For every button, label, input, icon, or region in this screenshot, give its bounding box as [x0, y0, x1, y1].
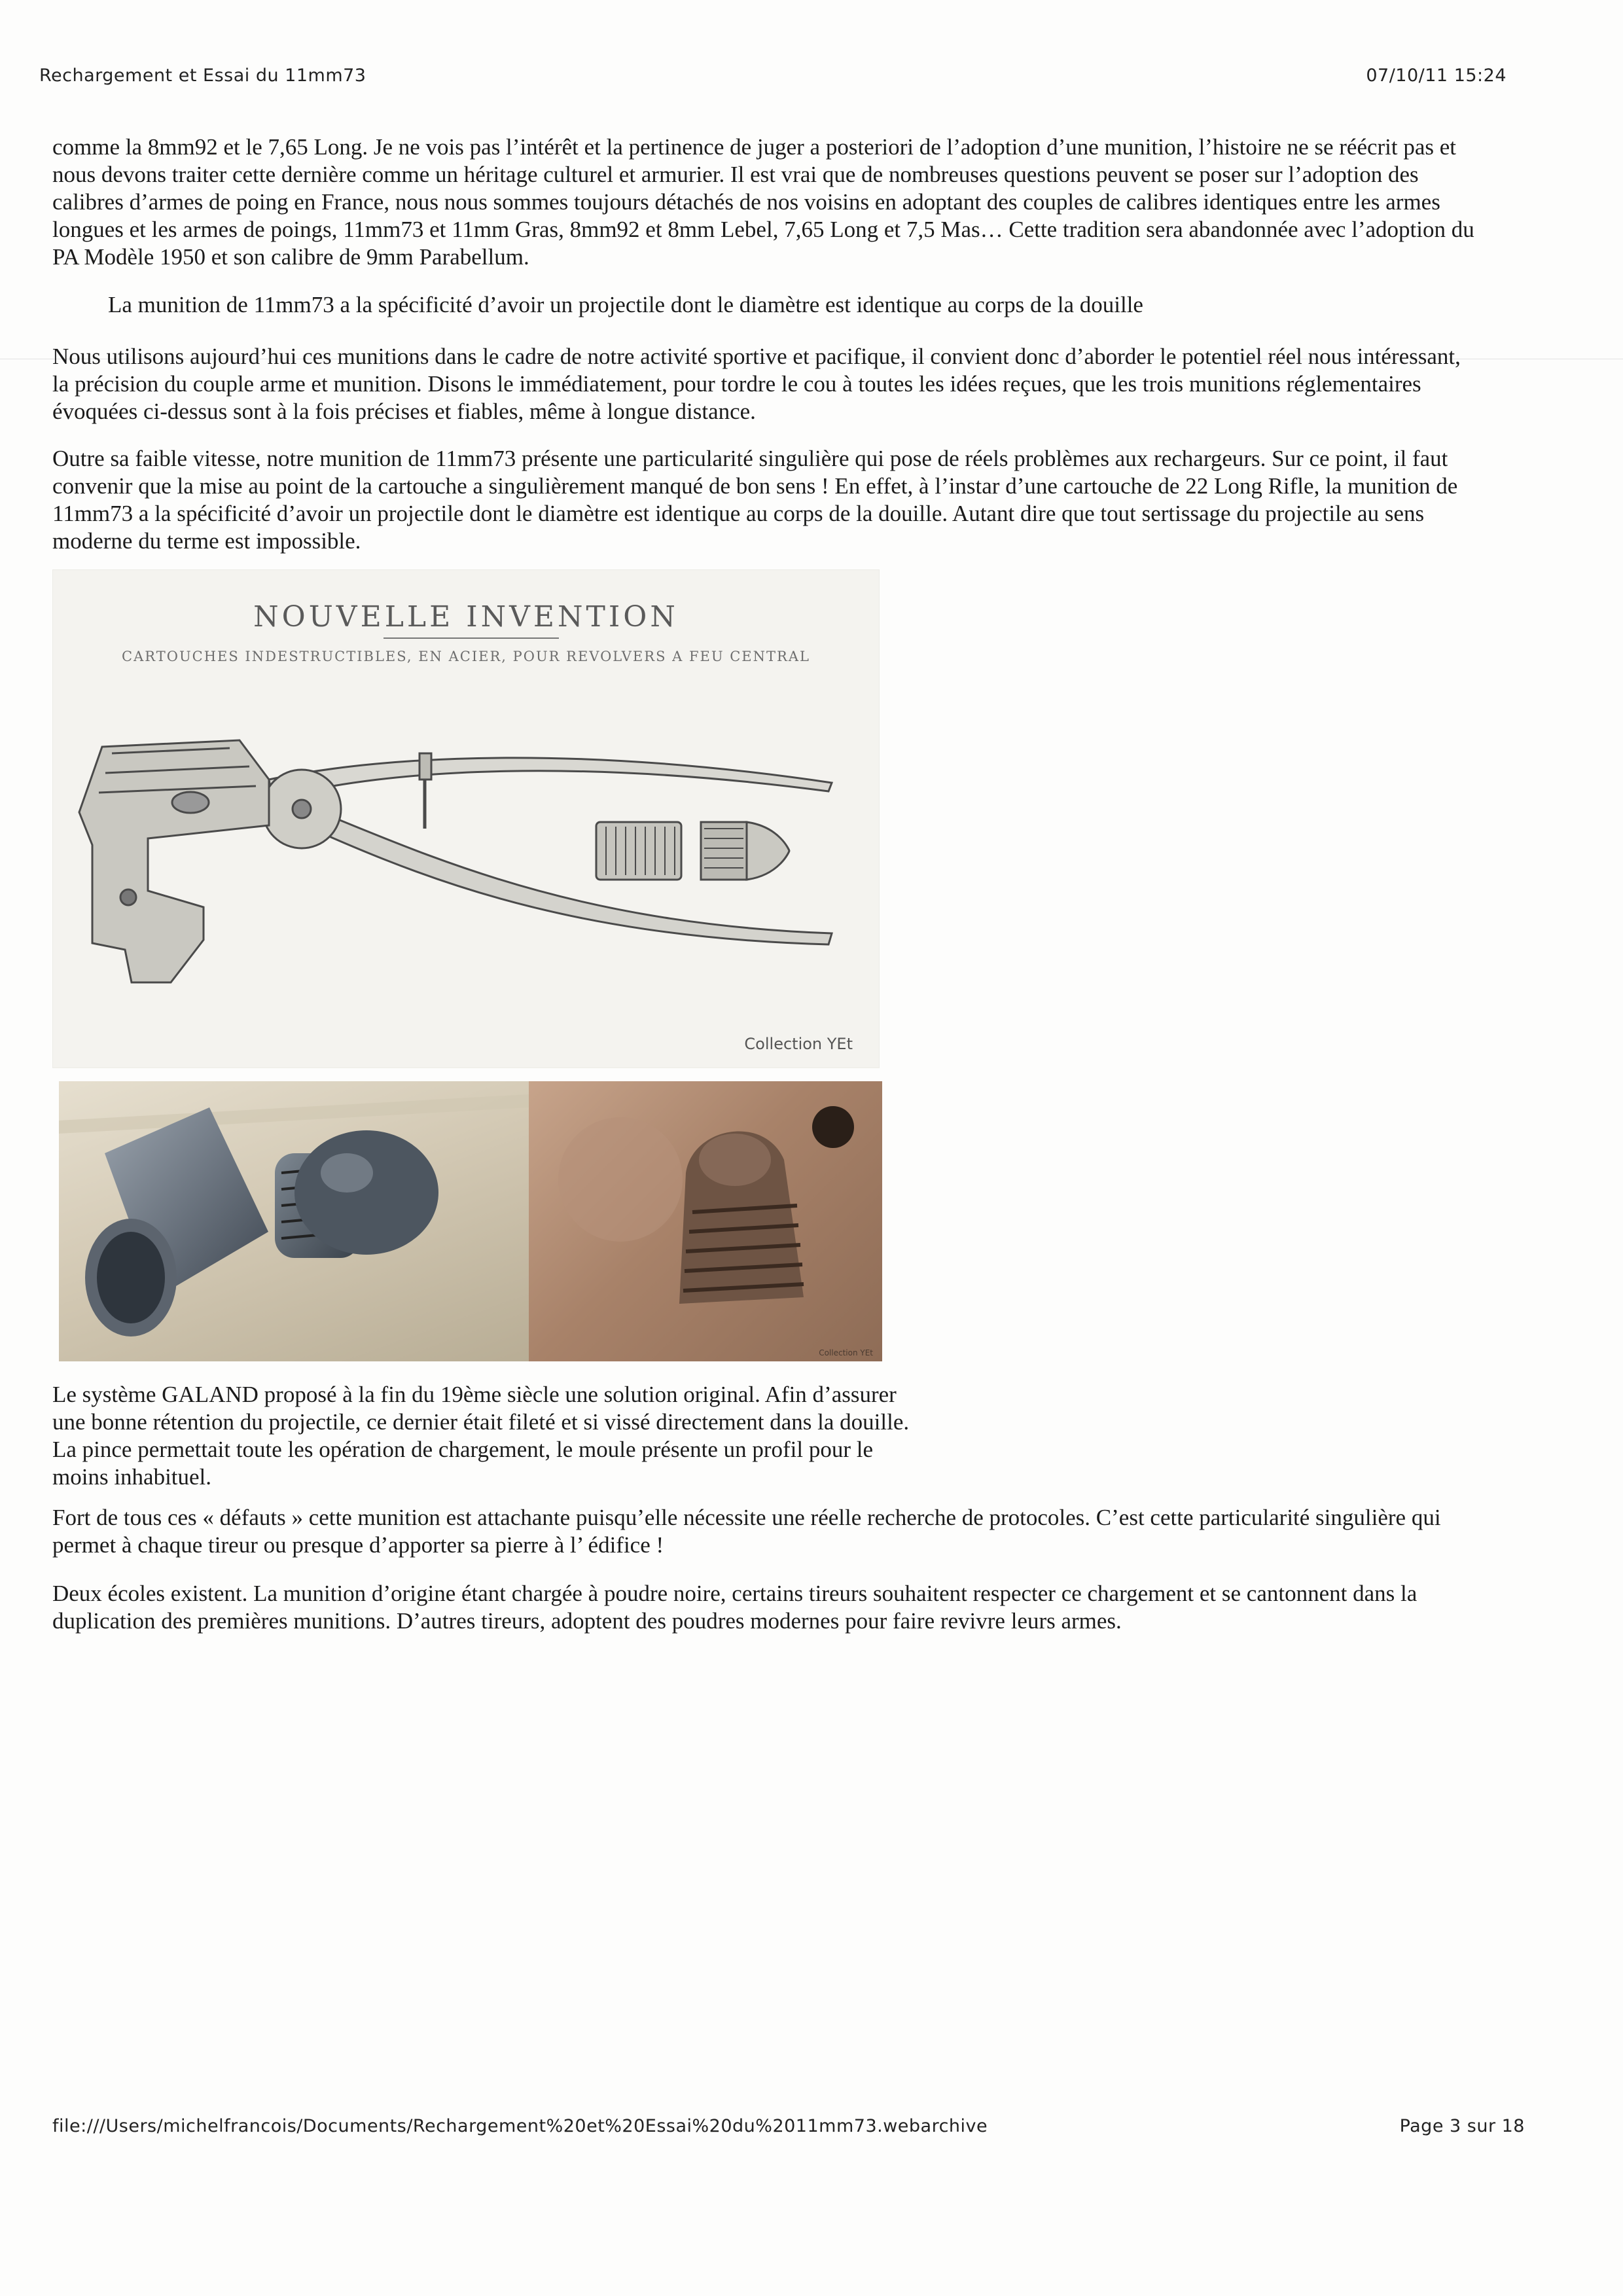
engraving-divider — [383, 637, 559, 639]
paragraph-sport-precision: Nous utilisons aujourd’hui ces munitions dans le cadre de notre activité sportive et pacifique, il convient donc d’aborder le potentiel réel nous intéressant, la précision du couple arme et munition. Disons le immédiatement, pour tordre le cou à toutes les idées reçues, que les trois munitions réglementaires évoquées ci-dessus sont à la fois précises et fiables, même à longue distance. — [52, 344, 1461, 424]
bullet-mould-photo — [529, 1081, 882, 1361]
engraving-subtitle: CARTOUCHES INDESTRUCTIBLES, EN ACIER, POUR REVOLVERS A FEU CENTRAL — [122, 649, 810, 664]
pliers-cartridge-engraving-icon — [53, 675, 879, 1041]
engraving-credit: Collection YEt — [744, 1035, 853, 1053]
paragraph-projectile-diameter: La munition de 11mm73 a la spécificité d’avoir un projectile dont le diamètre est identique au corps de la douille — [108, 292, 1143, 317]
bullet-mould-photo-icon — [529, 1081, 882, 1361]
engraving-figure — [52, 569, 880, 1068]
paragraph-reloading-problem: Outre sa faible vitesse, notre munition de 11mm73 présente une particularité singulière qui pose de réels problèmes aux rechargeurs. Sur ce point, il faut convenir que la mise au point de la cartouche a singulièrement manqué de bon sens ! En effet, à l’instar d’une cartouche de 22 Long Rifle, la munition de 11mm73 a la spécificité d’avoir un projectile dont le diamètre est identique au corps de la douille. Autant dire que tout sertissage du projectile au sens moderne du terme est impossible. — [52, 446, 1458, 554]
engraving-title: NOUVELLE INVENTION — [253, 600, 679, 634]
page-footer-number: Page 3 sur 18 — [1399, 2116, 1525, 2136]
paragraph-two-schools: Deux écoles existent. La munition d’origine étant chargée à poudre noire, certains tireurs souhaitent respecter ce chargement et se cantonnent dans la duplication des premières munitions. D’autres tireurs, adoptent des poudres modernes pour faire revivre leurs armes. — [52, 1581, 1418, 1634]
page-header-datetime: 07/10/11 15:24 — [1366, 65, 1507, 86]
page-header-title: Rechargement et Essai du 11mm73 — [39, 65, 366, 86]
paragraph-galand-system: Le système GALAND proposé à la fin du 19ème siècle une solution original. Afin d’assurer une bonne rétention du projectile, ce dernier était fileté et si vissé directement dans la douille. La pince permettait toute les opération de chargement, le moule présente un profil pour le moins inhabituel. — [52, 1382, 910, 1490]
paragraph-defects: Fort de tous ces « défauts » cette munition est attachante puisqu’elle nécessite une réelle recherche de protocoles. C’est cette particularité singulière qui permet à chaque tireur ou presque d’apporter sa pierre à l’ édifice ! — [52, 1505, 1441, 1558]
paragraph-calibre-history: comme la 8mm92 et le 7,65 Long. Je ne vois pas l’intérêt et la pertinence de juger a posteriori de l’adoption d’une munition, l’histoire ne se réécrit pas et nous devons traiter cette dernière comme un héritage culturel et armurier. Il est vrai que de nombreuses questions peuvent se poser sur l’adoption des calibres d’armes de poing en France, nous nous sommes toujours détachés de nos voisins en adoptant des couples de calibres identiques entre les armes longues et les armes de poings, 11mm73 et 11mm Gras, 8mm92 et 8mm Lebel, 7,65 Long et 7,5 Mas… Cette tradition sera abandonnée avec l’adoption du PA Modèle 1950 et son calibre de 9mm Parabellum. — [52, 134, 1474, 270]
page-footer-path: file:///Users/michelfrancois/Documents/Rechargement%20et%20Essai%20du%2011mm73.webarchive — [52, 2116, 988, 2136]
threaded-bullet-and-case-photo — [59, 1081, 529, 1361]
threaded-bullet-and-case-photo-icon — [59, 1081, 529, 1361]
photo-credit: Collection YEt — [819, 1348, 873, 1357]
